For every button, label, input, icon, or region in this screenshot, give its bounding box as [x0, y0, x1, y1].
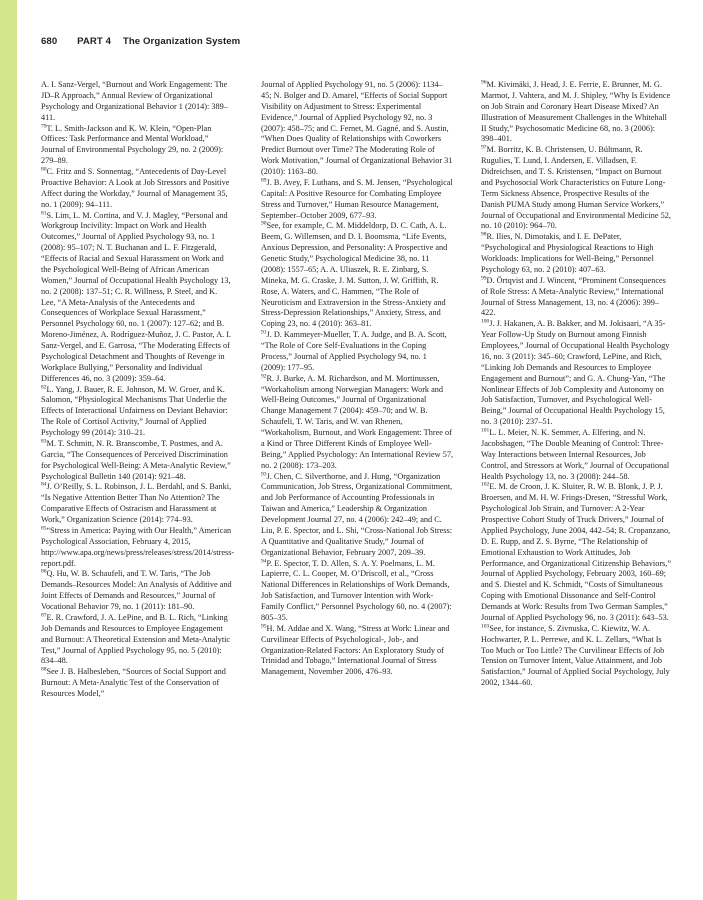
page-number: 680: [41, 36, 58, 47]
endnote: $^{85}$“Stress in America: Paying with Our Health,” American Psychological Association, February 4, 2015, http://www.apa.org/news/press/releases/stress/2014/stress-report.pdf.: [41, 525, 235, 568]
running-title: The Organization System: [122, 36, 241, 47]
endnote: $^{97}$M. Borritz, K. B. Christensen, U. Bültmann, R. Rugulies, T. Lund, I. Andersen, E. Villadsen, F. Didreichsen, and T. S. Kristensen, “Impact on Burnout and Psychosocial Work Characteristics on Future Long-Term Sickness Absence, Prospective Results of the Danish PUMA Study among Human Service Workers,” Journal of Occupational and Environmental Medicine 52, no. 10 (2010): 964–70.: [481, 144, 671, 231]
endnote: $^{81}$S. Lim, L. M. Cortina, and V. J. Magley, “Personal and Workgroup Incivility: Impact on Work and Health Outcomes,” Journal of Applied Psychology 93, no. 1 (2008): 95–107; N. T. Buchanan and L. F. Fitzgerald, “Effects of Racial and Sexual Harassment on Work and the Psychological Well-Being of African American Women,” Journal of Occupational Health Psychology 13, no. 2 (2008): 137–51; C. R. Willness, P. Steel, and K. Lee, “A Meta-Analysis of the Antecedents and Consequences of Workplace Sexual Harassment,” Personnel Psychology 60, no. 1 (2007): 127–62; and B. Moreno-Jiménez, A. Rodríguez-Muñoz, J. C. Pastor, A. I. Sanz-Vergel, and E. Garrosa, “The Moderating Effects of Psychological Detachment and Thoughts of Revenge in Workplace Bullying,” Personality and Individual Differences 46, no. 3 (2009): 359–64.: [41, 209, 232, 383]
endnote: $^{102}$E. M. de Croon, J. K. Sluiter, R. W. B. Blonk, J. P. J. Broersen, and M. H. W. Frings-Dresen, “Stressful Work, Psychological Job Strain, and Turnover: A 2-Year Prospective Cohort Study of Truck Drivers,” Journal of Applied Psychology, June 2004, 442–54; R. Cropanzano, D. E. Rupp, and Z. S. Byrne, “The Relationship of Emotional Exhaustion to Work Attitudes, Job Performance, and Organizational Citizenship Behaviors,” Journal of Applied Psychology, February 2003, 160–69; and S. Diestel and K. Schmidt, “Costs of Simultaneous Coping with Emotional Dissonance and Self-Control Demands at Work: Results from Two German Samples,” Journal of Applied Psychology 96, no. 3 (2011): 643–53.: [481, 481, 671, 622]
endnote: $^{87}$E. R. Crawford, J. A. LePine, and B. L. Rich, “Linking Job Demands and Resources to Employee Engagement and Burnout: A Theoretical Extension and Meta-Analytic Test,” Journal of Applied Psychology 95, no. 5 (2010): 834–48.: [41, 612, 231, 666]
endnote: $^{95}$H. M. Addae and X. Wang, “Stress at Work: Linear and Curvilinear Effects of Psychological-, Job-, and Organization-Related Factors: An Exploratory Study of Trinidad and Tobago,” International Journal of Stress Management, November 2006, 476–93.: [261, 623, 450, 677]
endnote: $^{91}$J. D. Kammeyer-Mueller, T. A. Judge, and B. A. Scott, “The Role of Core Self-Evaluations in the Coping Process,” Journal of Applied Psychology 94, no. 1 (2009): 177–95.: [261, 329, 447, 372]
endnote: $^{98}$R. Ilies, N. Dimotakis, and I. E. DePater, “Psychological and Physiological Reactions to High Workloads: Implications for Well-Being,” Personnel Psychology 63, no. 2 (2010): 407–63.: [481, 231, 654, 274]
endnote: $^{101}$L. L. Meier, N. K. Semmer, A. Elfering, and N. Jacobshagen, “The Double Meaning of Control: Three-Way Interactions between Internal Resources, Job Control, and Stressors at Work,” Journal of Occupational Health Psychology 13, no. 3 (2008): 244–58.: [481, 427, 670, 481]
endnote: $^{86}$Q. Hu, W. B. Schaufeli, and T. W. Taris, “The Job Demands–Resources Model: An Analysis of Additive and Joint Effects of Demands and Resources,” Journal of Vocational Behavior 79, no. 1 (2011): 181–90.: [41, 568, 232, 611]
endnote: $^{79}$T. L. Smith-Jackson and K. W. Klein, “Open-Plan Offices: Task Performance and Mental Workload,” Journal of Environmental Psychology 29, no. 2 (2009): 279–89.: [41, 122, 224, 166]
endnote: $^{83}$M. T. Schmitt, N. R. Branscombe, T. Postmes, and A. Garcia, “The Consequences of Perceived Discrimination for Psychological Well-Being: A Meta-Analytic Review,” Psychological Bulletin 140 (2014): 921–48.: [41, 438, 231, 481]
endnote: $^{100}$J. J. Hakanen, A. B. Bakker, and M. Jokisaari, “A 35-Year Follow-Up Study on Burnout among Finnish Employees,” Journal of Occupational Health Psychology 16, no. 3 (2011): 345–60; Crawford, LePine, and Rich, “Linking Job Demands and Resources to Employee Engagement and Burnout”; and G. A. Chung-Yan, “The Nonlinear Effects of Job Complexity and Autonomy on Job Satisfaction, Turnover, and Psychological Well-Being,” Journal of Occupational Health Psychology 15, no. 3 (2010): 237–51.: [481, 318, 670, 427]
endnote: A. I. Sanz-Vergel, “Burnout and Work Engagement: The JD–R Approach,” Annual Review of Organizational Psychology and Organizational Behavior 1 (2014): 389–411.: [41, 80, 228, 122]
endnotes-column-1: [41, 80, 233, 700]
endnote: $^{94}$P. E. Spector, T. D. Allen, S. A. Y. Poelmans, L. M. Lapierre, C. L. Cooper, M. O’Driscoll, et al., “Cross National Differences in Relationships of Work Demands, Job Satisfaction, and Turnover Intention with Work-Family Conflict,” Personnel Psychology 60, no. 4 (2007): 805–35.: [261, 557, 452, 622]
endnote: $^{90}$See, for example, C. M. Middeldorp, D. C. Cath, A. L. Beem, G. Willemsen, and D. I. Boomsma, “Life Events, Anxious Depression, and Personality: A Prospective and Genetic Study,” Psychological Medicine 38, no. 11 (2008): 1557–65; A. A. Uliaszek, R. E. Zinbarg, S. Mineka, M. G. Craske, J. M. Sutton, J. W. Griffith, R. Rose, A. Waters, and C. Hammen, “The Role of Neuroticism and Extraversion in the Stress-Anxiety and Stress-Depression Relationships,” Anxiety, Stress, and Coping 23, no. 4 (2010): 363–81.: [261, 220, 448, 329]
endnote: $^{82}$L. Yang, J. Bauer, R. E. Johnson, M. W. Groer, and K. Salomon, “Physiological Mechanisms That Underlie the Effects of Interactional Unfairness on Deviant Behavior: The Role of Cortisol Activity,” Journal of Applied Psychology 99 (2014): 310–21.: [41, 383, 228, 437]
endnote: $^{80}$C. Fritz and S. Sonnentag, “Antecedents of Day-Level Proactive Behavior: A Look at Job Stressors and Positive Affect during the Workday,” Journal of Management 35, no. 1 (2009): 94–111.: [41, 166, 230, 209]
endnote: $^{92}$R. J. Burke, A. M. Richardson, and M. Mortinussen, “Workaholism among Norwegian Managers: Work and Well-Being Outcomes,” Journal of Organizational Change Management 7 (2004): 459–70; and W. B. Schaufeli, T. W. Taris, and W. van Rhenen, “Workaholism, Burnout, and Work Engagement: Three of a Kind or Three Different Kinds of Employee Well-Being,” Applied Psychology: An International Review 57, no. 2 (2008): 173–203.: [261, 372, 454, 470]
running-header: [41, 36, 240, 47]
endnote: $^{96}$M. Kivimäki, J. Head, J. E. Ferrie, E. Brunner, M. G. Marmot, J. Vahtera, and M. J. Shipley, “Why Is Evidence on Job Strain and Coronary Heart Disease Mixed? An Illustration of Measurement Challenges in the Whitehall II Study,” Psychosomatic Medicine 68, no. 3 (2006): 398–401.: [481, 79, 671, 144]
margin-color-strip: [0, 0, 17, 900]
endnote: $^{89}$J. B. Avey, F. Luthans, and S. M. Jensen, “Psychological Capital: A Positive Resource for Combating Employee Stress and Turnover,” Human Resource Management, September–October 2009, 677–93.: [261, 177, 453, 220]
endnotes-column-3: [481, 80, 673, 689]
endnotes-column-2: [261, 80, 453, 678]
part-label: PART 4: [77, 36, 112, 47]
endnote: $^{103}$See, for instance, S. Zivnuska, C. Kiewitz, W. A. Hochwarter, P. L. Perrewe, and K. L. Zellars, “What Is Too Much or Too Little? The Curvilinear Effects of Job Tension on Turnover Intent, Value Attainment, and Job Satisfaction,” Journal of Applied Social Psychology, July 2002, 1344–60.: [481, 623, 670, 688]
endnote: $^{84}$J. O’Reilly, S. L. Robinson, J. L. Berdahl, and S. Banki, “Is Negative Attention Better Than No Attention? The Comparative Effects of Ostracism and Harassment at Work,” Organization Science (2014): 774–93.: [41, 481, 232, 524]
endnote: $^{99}$D. Örtqvist and J. Wincent, “Prominent Consequences of Role Stress: A Meta-Analytic Review,” International Journal of Stress Management, 13, no. 4 (2006): 399–422.: [481, 275, 666, 318]
endnote: Journal of Applied Psychology 91, no. 5 (2006): 1134–45; N. Bolger and D. Amarel, “Effects of Social Support Visibility on Adjustment to Stress: Experimental Evidence,” Journal of Applied Psychology 92, no. 3 (2007): 458–75; and C. Fernet, M. Gagné, and S. Austin, “When Does Quality of Relationships with Coworkers Predict Burnout over Time? The Moderating Role of Work Motivation,” Journal of Organizational Behavior 31 (2010): 1163–80.: [261, 80, 453, 176]
endnote: $^{88}$See J. B. Halbesleben, “Sources of Social Support and Burnout: A Meta-Analytic Test of the Conservation of Resources Model,”: [41, 666, 226, 698]
endnote: $^{93}$J. Chen, C. Silverthorne, and J. Hung, “Organization Communication, Job Stress, Organizational Commitment, and Job Performance of Accounting Professionals in Taiwan and America,” Leadership & Organization Development Journal 27, no. 4 (2006): 242–49; and C. Liu, P. E. Spector, and L. Shi, “Cross-National Job Stress: A Quantitative and Qualitative Study,” Journal of Organizational Behavior, February 2007, 209–39.: [261, 470, 453, 557]
